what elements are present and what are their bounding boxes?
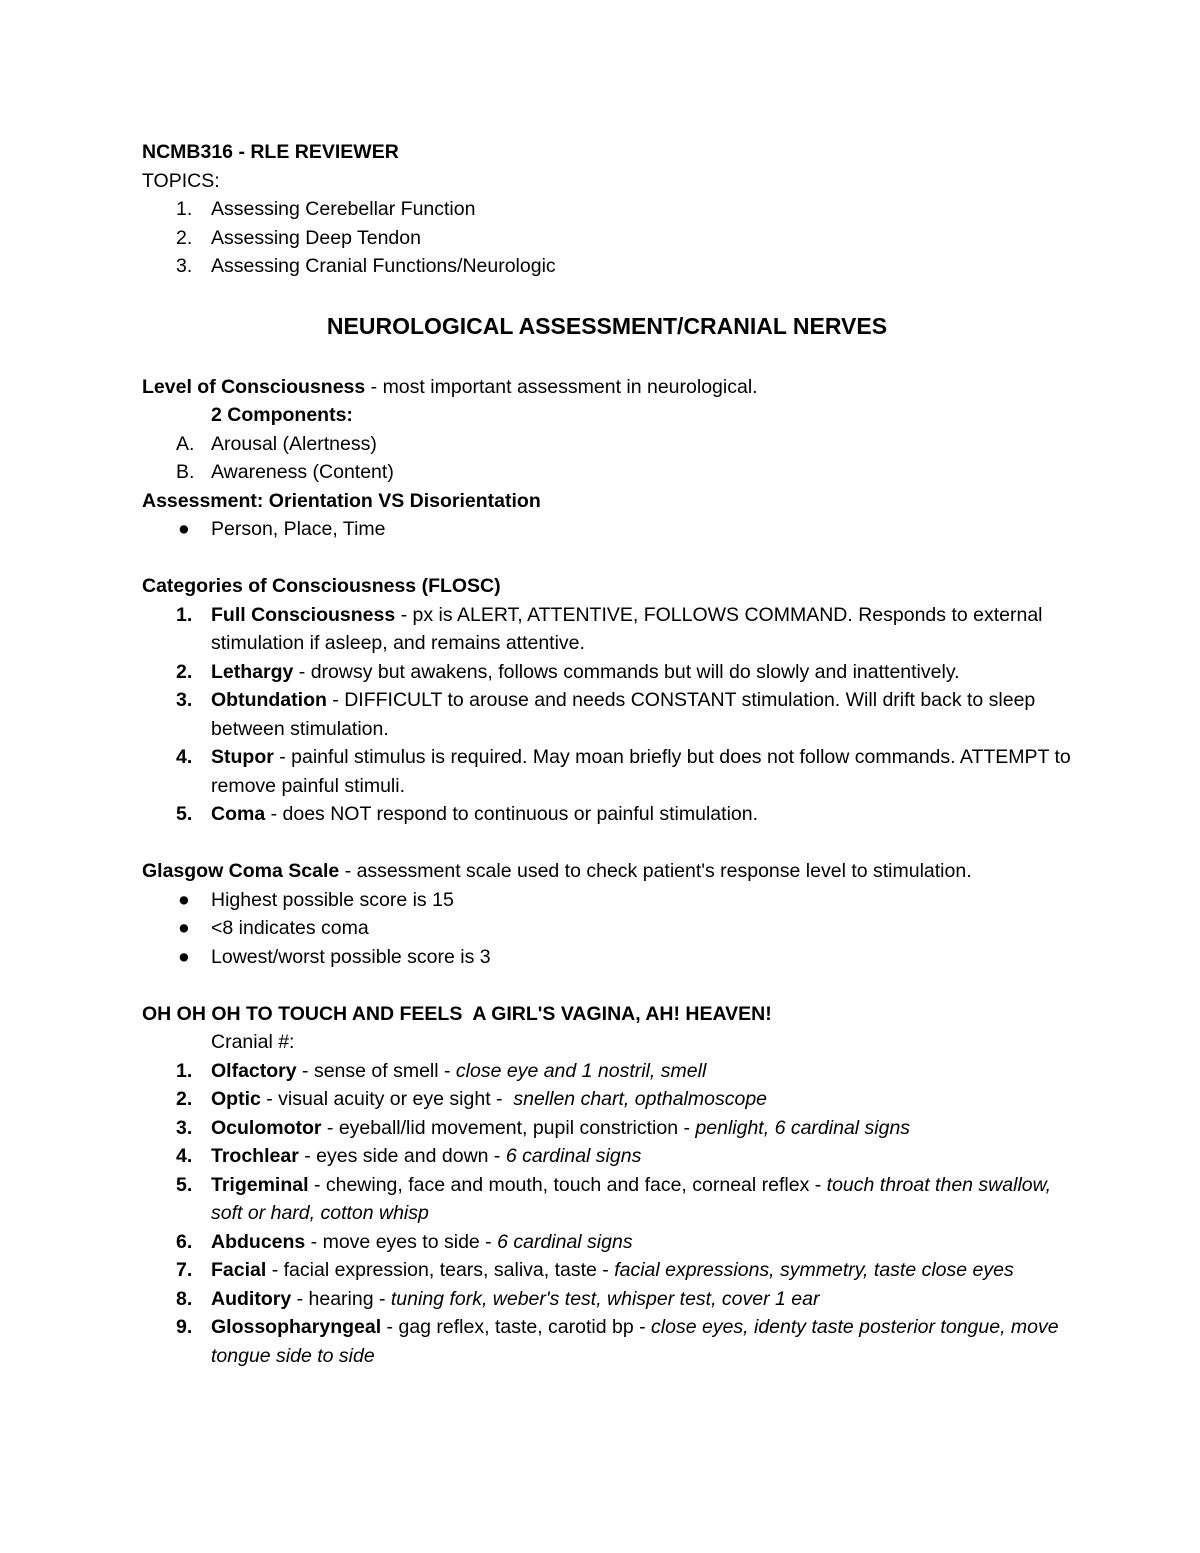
gcs-desc: - assessment scale used to check patient's response level to stimulation. bbox=[339, 860, 972, 882]
cranial-label: Cranial #: bbox=[211, 1031, 295, 1053]
document-page bbox=[142, 138, 1072, 1370]
list-item: 1. Olfactory - sense of smell - close eye and 1 nostril, smell bbox=[176, 1059, 707, 1082]
list-item: 2. Optic - visual acuity or eye sight - snellen chart, opthalmoscope bbox=[176, 1088, 768, 1110]
list-item: ● Person, Place, Time bbox=[142, 515, 1072, 544]
list-item: 3. Oculomotor - eyeball/lid movement, pupil constriction - penlight, 6 cardinal signs bbox=[176, 1116, 911, 1139]
list-item: 2. Lethargy - drowsy but awakens, follows commands but will do slowly and inattentively. bbox=[176, 660, 960, 683]
list-item: A. Arousal (Alertness) bbox=[176, 432, 377, 455]
bullet-icon: ● bbox=[178, 945, 190, 968]
loc-desc: - most important assessment in neurological. bbox=[365, 375, 758, 398]
gcs-paragraph bbox=[142, 857, 1072, 886]
list-item: 2. Assessing Deep Tendon bbox=[176, 226, 421, 249]
list-item: 7. Facial - facial expression, tears, saliva, taste - facial expressions, symmetry, taste close eyes bbox=[176, 1259, 1014, 1281]
list-item: 4. Trochlear - eyes side and down - 6 cardinal signs bbox=[176, 1145, 642, 1167]
list-item: 4. Stupor - painful stimulus is required. May moan briefly but does not follow commands. ATTEMPT to remove painful stimuli. bbox=[176, 746, 1071, 797]
list-item: 3. Obtundation - DIFFICULT to arouse and needs CONSTANT stimulation. Will drift back to sleep between stimulation. bbox=[176, 689, 1036, 740]
list-item: B. Awareness (Content) bbox=[176, 461, 394, 483]
assessment-list bbox=[142, 515, 1072, 544]
list-item: 8. Auditory - hearing - tuning fork, weber's test, whisper test, cover 1 ear bbox=[176, 1287, 820, 1310]
list-item: 1. Full Consciousness - px is ALERT, ATTENTIVE, FOLLOWS COMMAND. Responds to external stimulation if asleep, and remains attentive. bbox=[176, 603, 1043, 654]
components-label: 2 Components: bbox=[211, 404, 353, 426]
list-item: 1. Assessing Cerebellar Function bbox=[176, 198, 476, 220]
loc-paragraph bbox=[142, 373, 1072, 402]
topics-list bbox=[142, 195, 1072, 281]
gcs-term: Glasgow Coma Scale bbox=[142, 860, 340, 882]
list-item: 5. Trigeminal - chewing, face and mouth, touch and face, corneal reflex - touch throat then swallow, soft or hard, cotton whisp bbox=[176, 1173, 1052, 1224]
bullet-icon: ● bbox=[178, 888, 190, 911]
list-item: ● Lowest/worst possible score is 3 bbox=[142, 943, 1072, 972]
bullet-icon: ● bbox=[178, 518, 190, 540]
list-item: 9. Glossopharyngeal - gag reflex, taste, carotid bp - close eyes, identy taste posterior tongue, move tongue side to side bbox=[176, 1316, 1059, 1367]
course-heading: NCMB316 - RLE REVIEWER bbox=[142, 141, 399, 163]
list-item: ● <8 indicates coma bbox=[142, 914, 1072, 943]
page-title: NEUROLOGICAL ASSESSMENT/CRANIAL NERVES bbox=[326, 312, 888, 339]
list-item: 6. Abducens - move eyes to side - 6 cardinal signs bbox=[176, 1230, 633, 1253]
list-item: 5. Coma - does NOT respond to continuous or painful stimulation. bbox=[176, 803, 759, 825]
mnemonic-heading: OH OH OH TO TOUCH AND FEELS A GIRL'S VAGINA, AH! HEAVEN! bbox=[142, 1002, 772, 1025]
flosc-list bbox=[142, 601, 1072, 829]
topics-label: TOPICS: bbox=[142, 169, 220, 192]
flosc-heading: Categories of Consciousness (FLOSC) bbox=[142, 575, 501, 597]
list-item: 3. Assessing Cranial Functions/Neurologic bbox=[176, 255, 556, 277]
assessment-heading: Assessment: Orientation VS Disorientation bbox=[142, 489, 541, 512]
gcs-list bbox=[142, 886, 1072, 972]
list-item: ● Highest possible score is 15 bbox=[142, 886, 1072, 915]
cranial-list bbox=[142, 1057, 1072, 1371]
bullet-icon: ● bbox=[178, 917, 190, 939]
loc-term: Level of Consciousness bbox=[142, 375, 366, 398]
components-list bbox=[142, 430, 1072, 487]
